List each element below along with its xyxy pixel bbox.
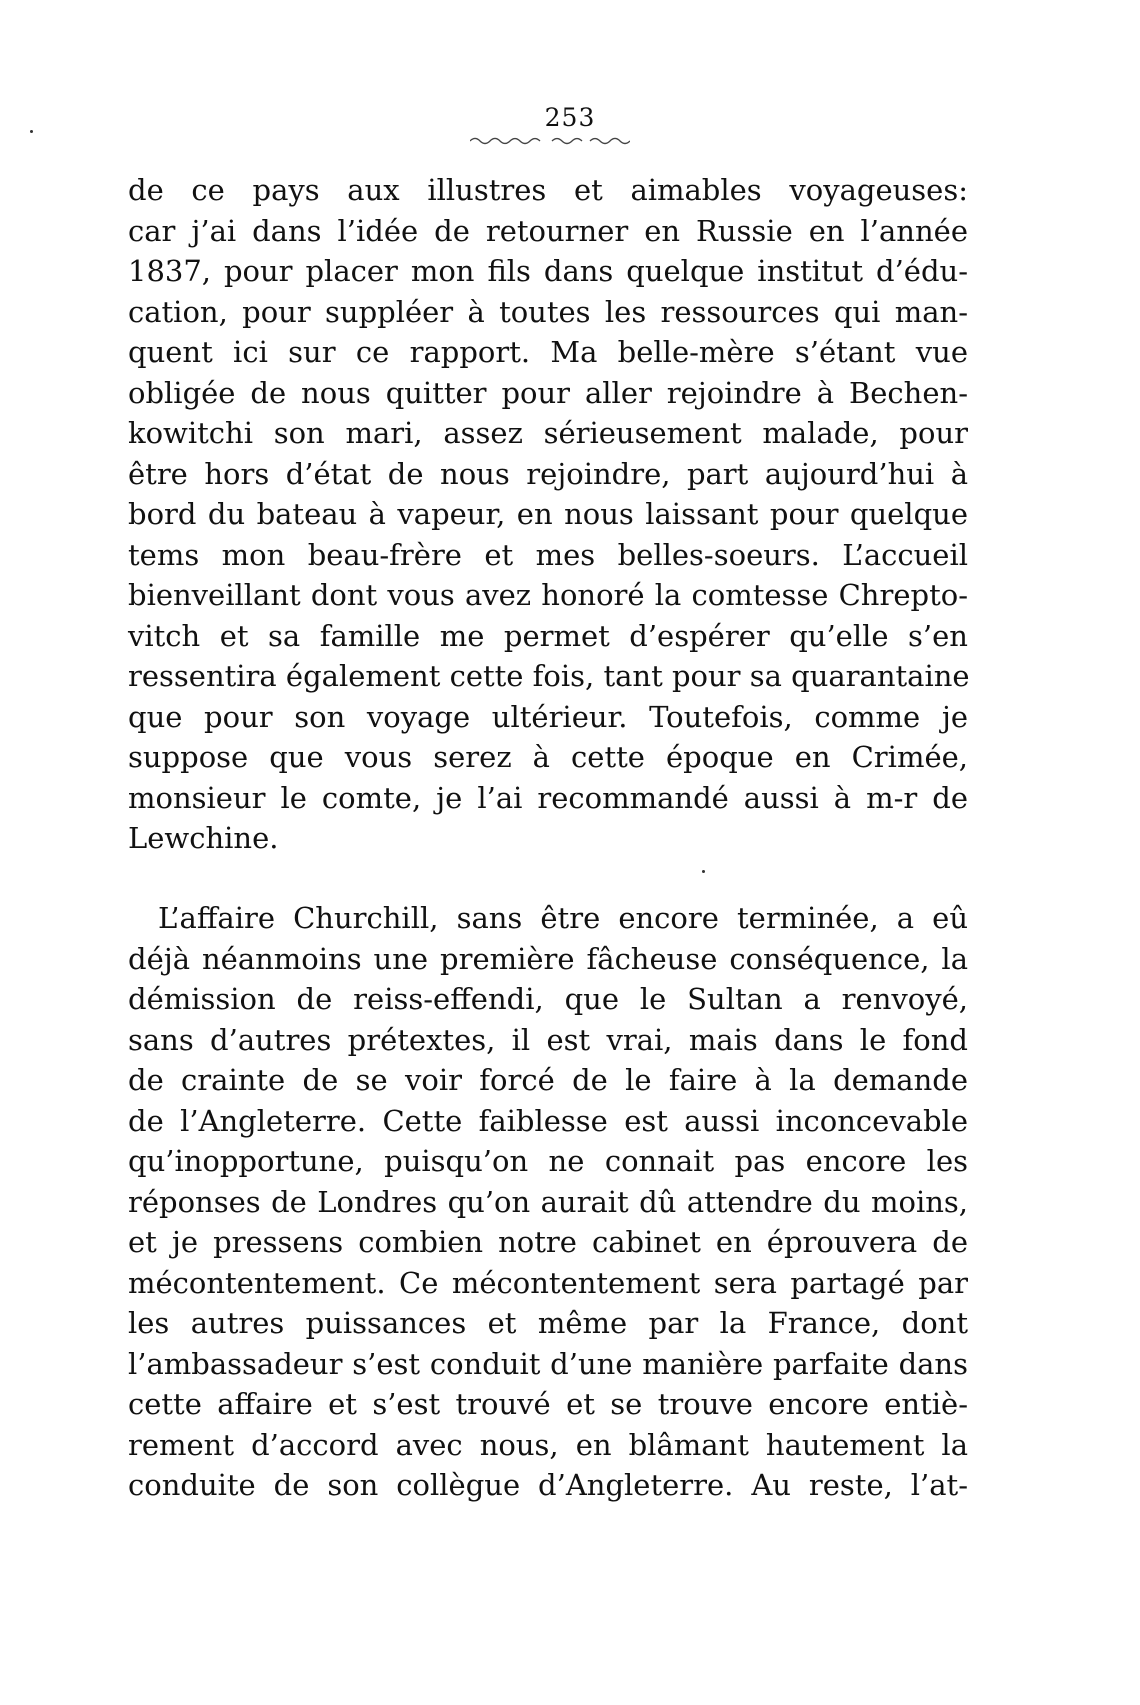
text-line: bord du bateau à vapeur, en nous laissant pour quelque [128,497,968,531]
text-line: car j’ai dans l’idée de retourner en Russie en l’année [128,213,968,248]
text-line: cette affaire et s’est trouvé et se trouve encore entiè- [128,1387,968,1421]
text-line: obligée de nous quitter pour aller rejoindre à Bechen- [128,375,968,410]
text-line: être hors d’état de nous rejoindre, part aujourd’hui à [128,456,968,491]
text-line: vitch et sa famille me permet d’espérer qu’elle s’en [128,618,968,653]
text-line: déjà néanmoins une première fâcheuse conséquence, la [128,941,968,976]
text-line: sans d’autres prétextes, il est vrai, mais dans le fond [128,1022,968,1057]
text-line: cation, pour suppléer à toutes les ressources qui man- [128,294,968,329]
text-line: mécontentement. Ce mécontentement sera partagé par [128,1265,968,1300]
text-line: les autres puissances et même par la France, dont [128,1306,968,1340]
text-line: tems mon beau-frère et mes belles-soeurs. L’accueil [128,537,968,572]
text-line: que pour son voyage ultérieur. Toutefois, comme je [128,699,968,734]
text-line: Lewchine. [128,821,279,855]
text-line: kowitchi son mari, assez sérieusement malade, pour [128,416,968,450]
text-line: ressentira également cette fois, tant pour sa quarantaine [128,659,970,693]
text-line: monsieur le comte, je l’ai recommandé aussi à m-r de [128,780,968,815]
text-line: 1837, pour placer mon fils dans quelque institut d’édu- [128,254,968,288]
page-speck [30,130,33,133]
paragraph-2 [128,898,968,1506]
text-line: l’ambassadeur s’est conduit d’une manière parfaite dans [128,1346,968,1381]
page-speck [702,870,705,873]
text-line: réponses de Londres qu’on aurait dû attendre du moins, [128,1184,968,1219]
text-line: de crainte de se voir forcé de le faire à la demande [128,1063,968,1097]
text-line: L’affaire Churchill, sans être encore terminée, a eû [158,901,968,935]
page-number: 253 [544,103,596,132]
text-line: suppose que vous serez à cette époque en Crimée, [128,740,968,774]
paragraph-1 [128,170,968,859]
text-line: bienveillant dont vous avez honoré la comtesse Chrepto- [128,578,968,612]
text-line: et je pressens combien notre cabinet en éprouvera de [128,1225,968,1259]
text-line: de ce pays aux illustres et aimables voyageuses: [128,173,968,207]
page-number-ornament [470,136,630,146]
text-line: conduite de son collègue d’Angleterre. Au reste, l’at- [128,1468,968,1502]
text-line: rement d’accord avec nous, en blâmant hautement la [128,1427,968,1462]
text-line: qu’inopportune, puisqu’on ne connait pas encore les [128,1144,968,1178]
text-line: quent ici sur ce rapport. Ma belle-mère s’étant vue [128,335,968,369]
text-line: démission de reiss-effendi, que le Sultan a renvoyé, [128,982,968,1016]
text-line: de l’Angleterre. Cette faiblesse est aussi inconcevable [128,1103,968,1138]
